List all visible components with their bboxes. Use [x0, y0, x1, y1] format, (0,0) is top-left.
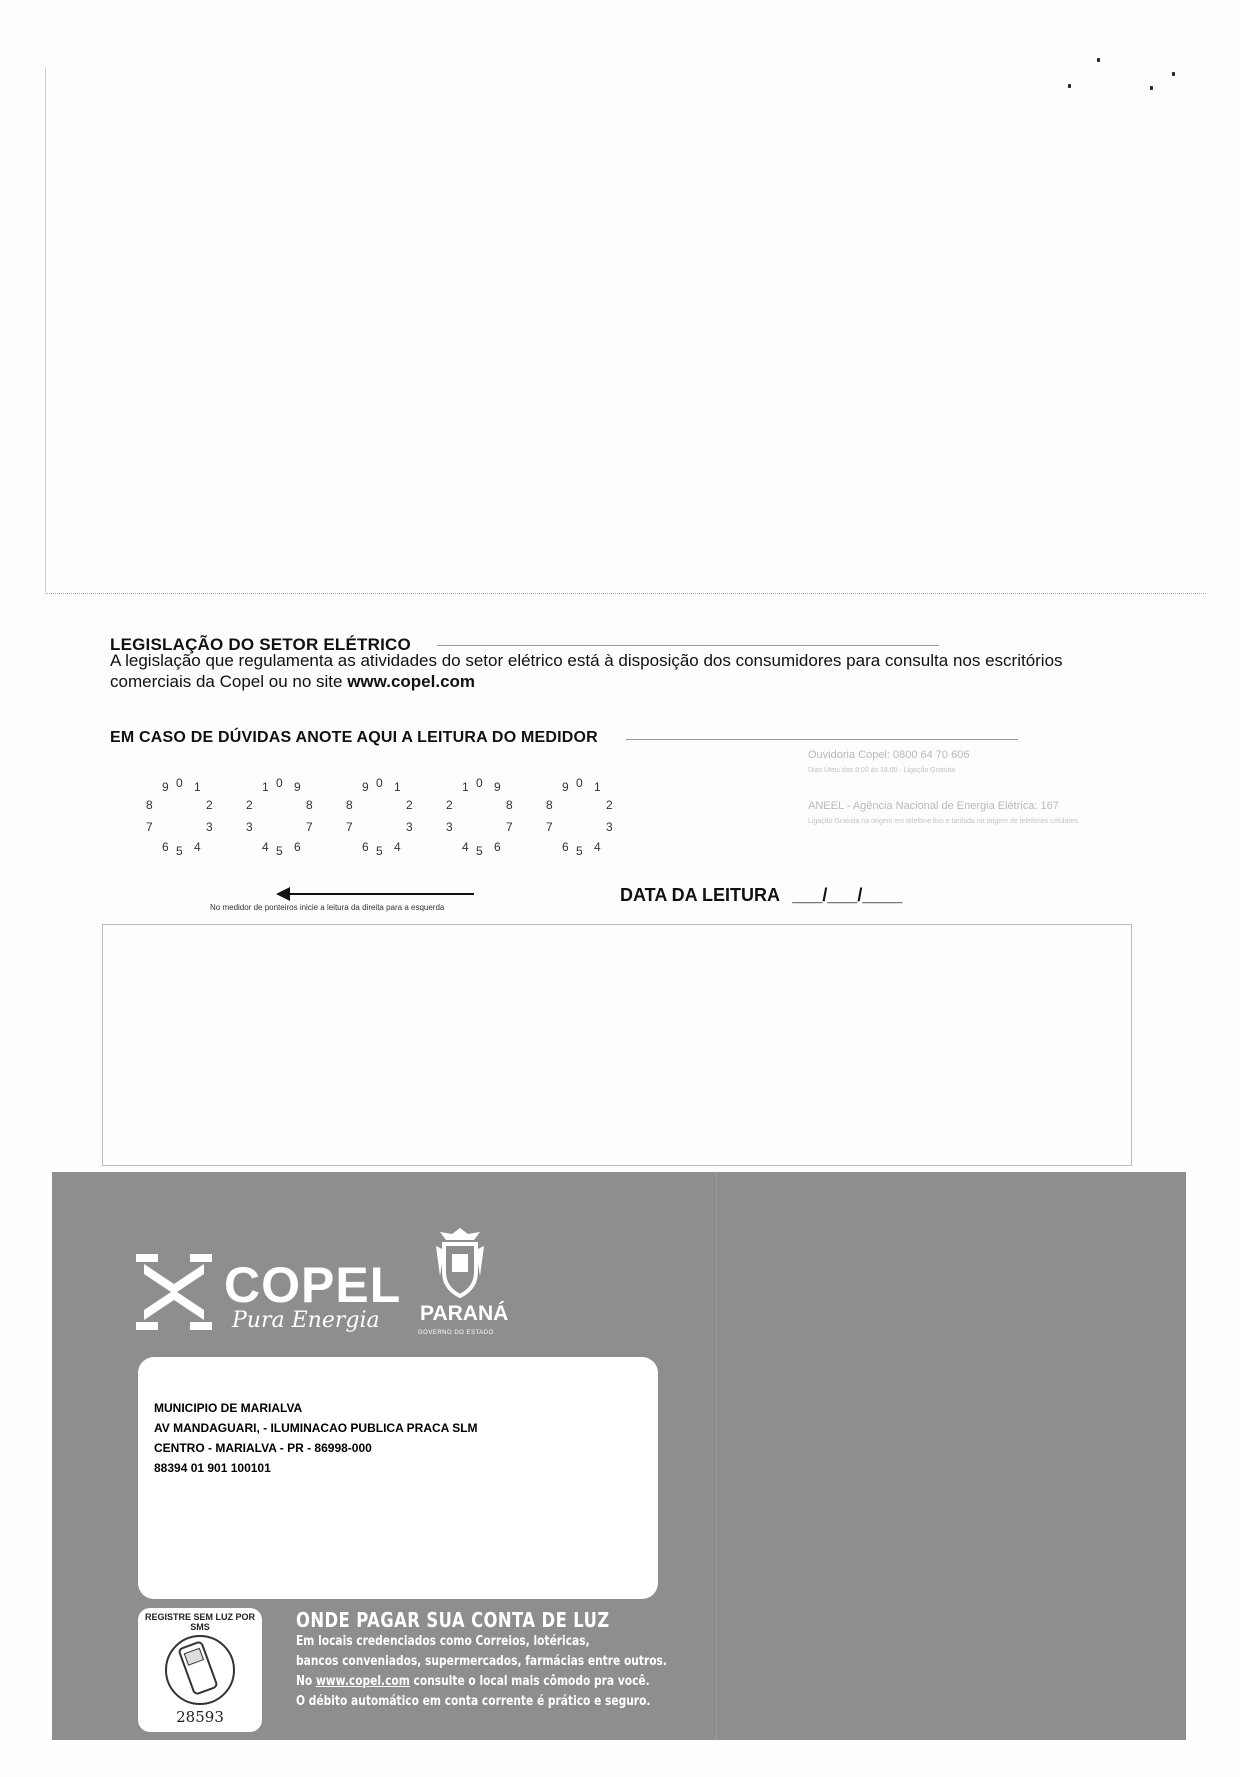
medidor-instruction: No medidor de ponteiros inicie a leitura da direita para a esquerda — [210, 903, 445, 912]
address-line: 88394 01 901 100101 — [154, 1461, 271, 1475]
data-leitura — [620, 885, 902, 906]
meter-dial: 9 0 1 8 2 7 3 6 5 4 — [546, 776, 613, 858]
meter-dial: 9 0 1 8 2 7 3 6 5 4 — [146, 776, 213, 858]
pay-line — [296, 1674, 650, 1689]
legislacao-body: A legislação que regulamenta as atividades do setor elétrico está à disposição dos consumidores para consulta nos escritórios comerciais da Copel ou no site — [110, 651, 1063, 691]
legislacao-text — [110, 650, 1110, 692]
medidor-rule — [626, 739, 1018, 740]
notes-box — [102, 924, 1132, 1166]
scan-speck — [1097, 58, 1100, 62]
medidor-title: EM CASO DE DÚVIDAS ANOTE AQUI A LEITURA DO MEDIDOR — [110, 729, 598, 746]
pay-line: bancos conveniados, supermercados, farmácias entre outros. — [296, 1654, 667, 1669]
address-line: MUNICIPIO DE MARIALVA — [154, 1401, 303, 1415]
ouvidoria-hours: Dias Úteis das 8:00 às 18:00 - Ligação Gratuita — [808, 767, 956, 774]
sms-number: 28593 — [176, 1708, 224, 1726]
aneel-phone: ANEEL - Agência Nacional de Energia Elétrica: 167 — [808, 800, 1059, 812]
parana-crest-icon — [430, 1226, 490, 1300]
address-window — [138, 1357, 658, 1599]
meter-dial: 9 0 1 8 2 7 3 6 5 4 — [346, 776, 413, 858]
parana-label: PARANÁ — [420, 1302, 509, 1325]
sms-badge — [138, 1608, 262, 1732]
data-leitura-label: DATA DA LEITURA — [620, 885, 780, 905]
copel-site-link[interactable]: www.copel.com — [315, 1674, 410, 1689]
aneel-note: Ligação Gratuita na origem em telefone fixo e tarifada na origem de telefones celulares — [808, 818, 1079, 825]
meter-dial: 1 0 9 2 8 3 7 4 5 6 — [446, 776, 513, 858]
envelope-divider — [716, 1172, 717, 1740]
address-line: CENTRO - MARIALVA - PR - 86998-000 — [154, 1441, 372, 1455]
legislacao-title: LEGISLAÇÃO DO SETOR ELÉTRICO — [110, 635, 411, 654]
blank-area — [45, 68, 1206, 594]
address-line: AV MANDAGUARI, - ILUMINACAO PUBLICA PRACA SLM — [154, 1421, 478, 1435]
scan-speck — [1068, 84, 1071, 88]
scan-speck — [1150, 86, 1153, 90]
data-leitura-blank[interactable]: ___/___/____ — [792, 885, 903, 905]
legislacao-rule — [437, 645, 939, 646]
sms-ring-text: REGISTRE SEM LUZ POR SMS — [144, 1612, 255, 1632]
meter-dial: 1 0 9 2 8 3 7 4 5 6 — [246, 776, 313, 858]
copel-brand: COPEL — [224, 1257, 402, 1313]
pay-title: ONDE PAGAR SUA CONTA DE LUZ — [296, 1608, 610, 1632]
parana-sub: GOVERNO DO ESTADO — [418, 1330, 494, 1336]
copel-logo-icon — [132, 1250, 216, 1334]
scan-speck — [1172, 72, 1175, 76]
ouvidoria-phone: Ouvidoria Copel: 0800 64 70 606 — [808, 749, 970, 761]
legislacao-site-link[interactable]: www.copel.com — [347, 672, 476, 691]
pay-line: O débito automático em conta corrente é prático e seguro. — [296, 1694, 651, 1709]
pay-line: Em locais credenciados como Correios, lotéricas, — [296, 1634, 590, 1649]
envelope-panel — [52, 1172, 1186, 1740]
copel-tagline: Pura Energia — [232, 1308, 380, 1333]
arrow-line — [288, 893, 474, 895]
pay-line-suffix: consulte o local mais cômodo pra você. — [409, 1674, 650, 1689]
pay-line-prefix: No — [296, 1674, 316, 1689]
